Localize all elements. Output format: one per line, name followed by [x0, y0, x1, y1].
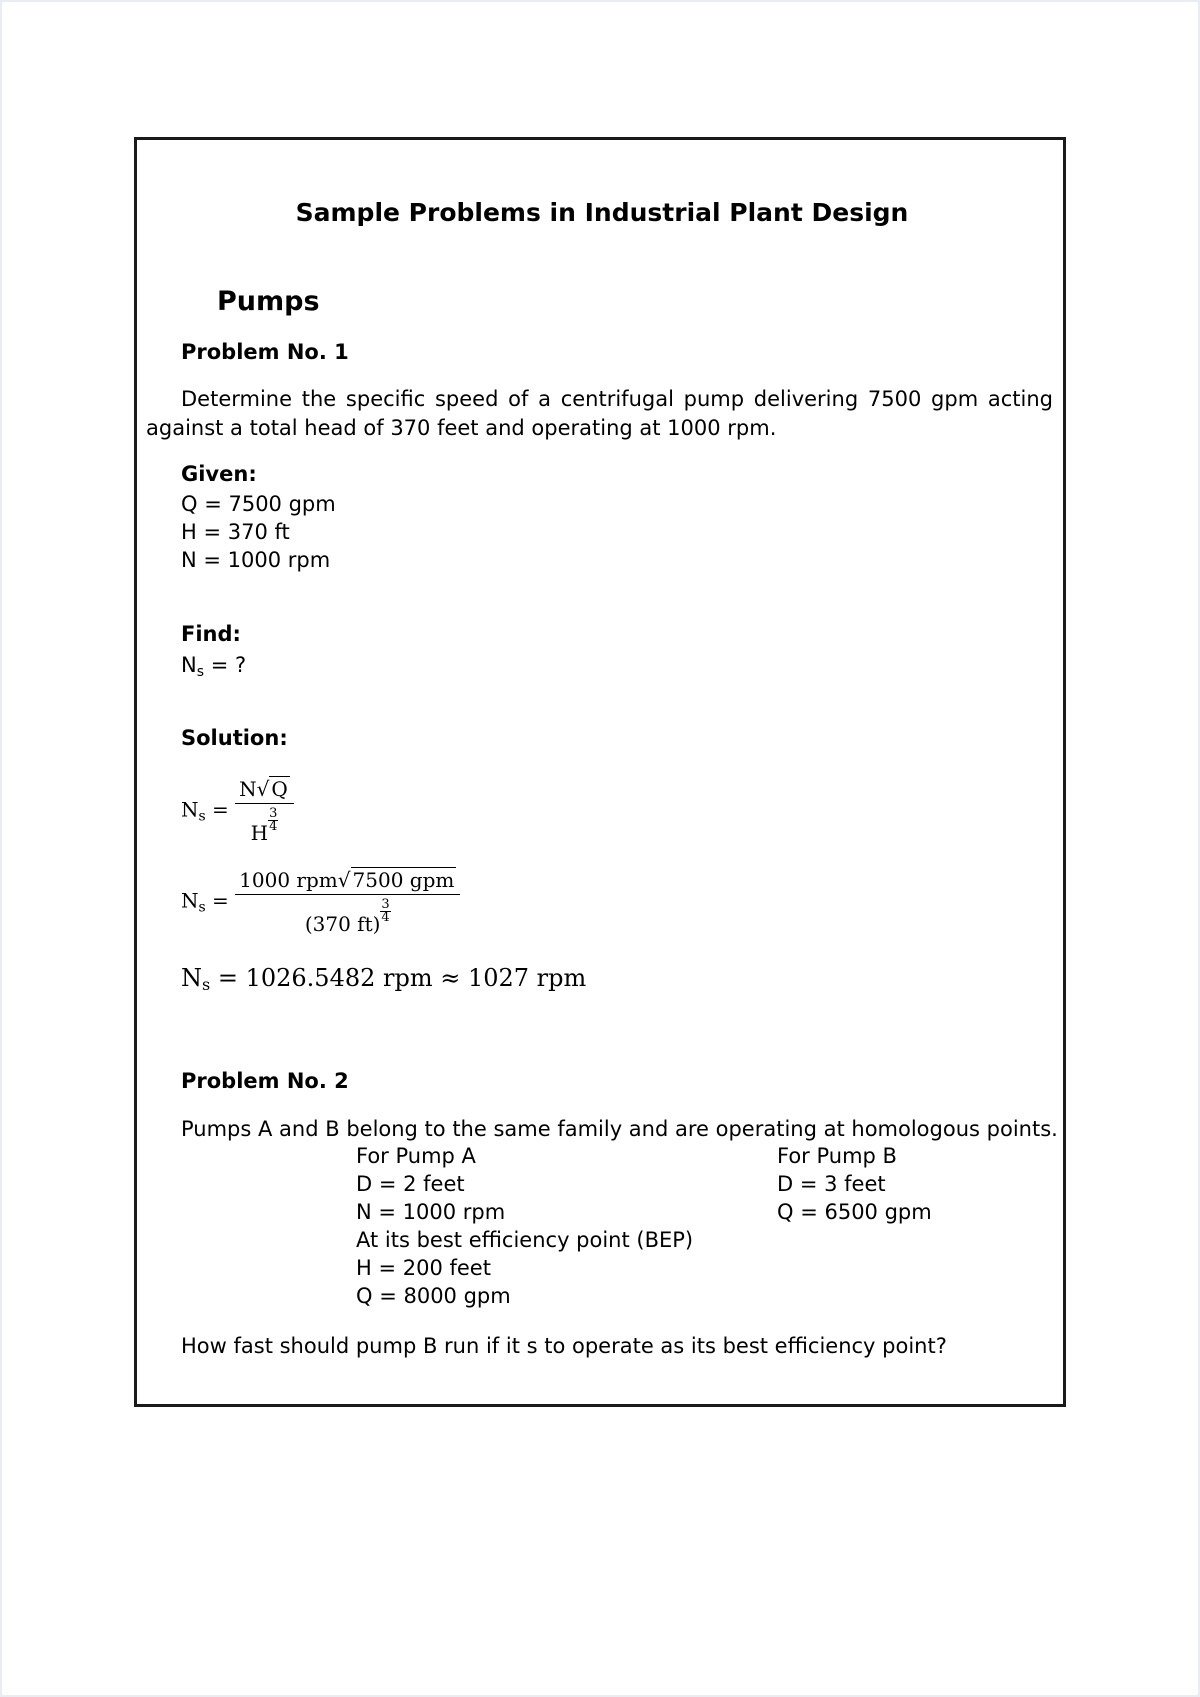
problem-1-heading: Problem No. 1 — [181, 340, 349, 364]
find-label: Find: — [181, 622, 241, 646]
eq1-exp-den: 4 — [269, 819, 278, 834]
given-h: H = 370 ft — [181, 520, 290, 544]
eq1-num-n: N — [239, 777, 257, 801]
eq1-exp-num: 3 — [269, 806, 278, 821]
pump-b-line: For Pump B — [777, 1144, 897, 1168]
find-lhs: N — [181, 653, 197, 677]
equation-2 — [181, 868, 460, 936]
given-q: Q = 7500 gpm — [181, 492, 336, 516]
eq2-lhs-sub: s — [198, 899, 206, 916]
equation-1 — [181, 777, 294, 845]
problem-1-statement-line2: against a total head of 370 feet and operating at 1000 rpm. — [146, 416, 777, 440]
find-sub: s — [196, 664, 205, 680]
eq1-den-base: H — [250, 821, 269, 845]
problem-1-statement-line1: Determine the specific speed of a centrifugal pump delivering 7500 gpm acting — [181, 387, 1053, 411]
eq2-sqrt: √ 7500 gpm — [337, 868, 455, 892]
find-value — [181, 651, 246, 686]
pump-b-line: D = 3 feet — [777, 1172, 886, 1196]
solution-label: Solution: — [181, 726, 288, 750]
eq2-denominator — [235, 895, 460, 936]
pump-a-line: D = 2 feet — [356, 1172, 465, 1196]
given-n: N = 1000 rpm — [181, 548, 331, 572]
eq2-numerator — [235, 868, 460, 895]
eq1-equals: = — [212, 797, 229, 822]
given-label: Given: — [181, 462, 257, 486]
find-rhs: = ? — [204, 653, 247, 677]
eq2-den-base: (370 ft) — [304, 912, 381, 936]
eq1-numerator — [235, 777, 294, 804]
eq3-lhs: N — [181, 964, 202, 992]
eq3-rhs: = 1026.5482 rpm ≈ 1027 rpm — [210, 964, 587, 992]
eq1-fraction — [235, 777, 294, 845]
eq2-exp-den: 4 — [381, 910, 390, 925]
eq1-lhs: N — [181, 797, 199, 822]
problem-2-heading: Problem No. 2 — [181, 1069, 349, 1093]
pump-a-line: Q = 8000 gpm — [356, 1284, 511, 1308]
eq2-exp-num: 3 — [381, 897, 390, 912]
pump-b-line: Q = 6500 gpm — [777, 1200, 932, 1224]
pump-a-line: N = 1000 rpm — [356, 1200, 506, 1224]
eq2-lhs: N — [181, 888, 199, 913]
pump-a-line: For Pump A — [356, 1144, 476, 1168]
pump-b-list — [777, 1142, 932, 1226]
document-title: Sample Problems in Industrial Plant Design — [295, 198, 909, 227]
eq1-denominator — [235, 804, 294, 845]
problem-2-statement: Pumps A and B belong to the same family and are operating at homologous points. — [181, 1117, 1058, 1141]
eq1-exponent — [268, 808, 278, 833]
section-heading: Pumps — [217, 286, 320, 317]
eq2-fraction — [235, 868, 460, 936]
eq2-radicand: 7500 gpm — [352, 868, 455, 892]
pump-a-line: H = 200 feet — [356, 1256, 491, 1280]
eq1-sqrt: √ Q — [256, 777, 288, 801]
eq3-lhs-sub: s — [202, 975, 211, 994]
equation-3 — [181, 964, 586, 994]
eq1-radicand: Q — [271, 777, 288, 801]
document-page — [2, 2, 1198, 1695]
problem-2-question: How fast should pump B run if it s to operate as its best efficiency point? — [181, 1334, 947, 1358]
eq1-lhs-sub: s — [198, 808, 206, 825]
pump-a-line: At its best efficiency point (BEP) — [356, 1228, 694, 1252]
eq2-exponent — [380, 899, 390, 924]
eq2-equals: = — [212, 888, 229, 913]
pump-a-list — [356, 1142, 693, 1310]
eq2-num-a: 1000 rpm — [239, 868, 338, 892]
